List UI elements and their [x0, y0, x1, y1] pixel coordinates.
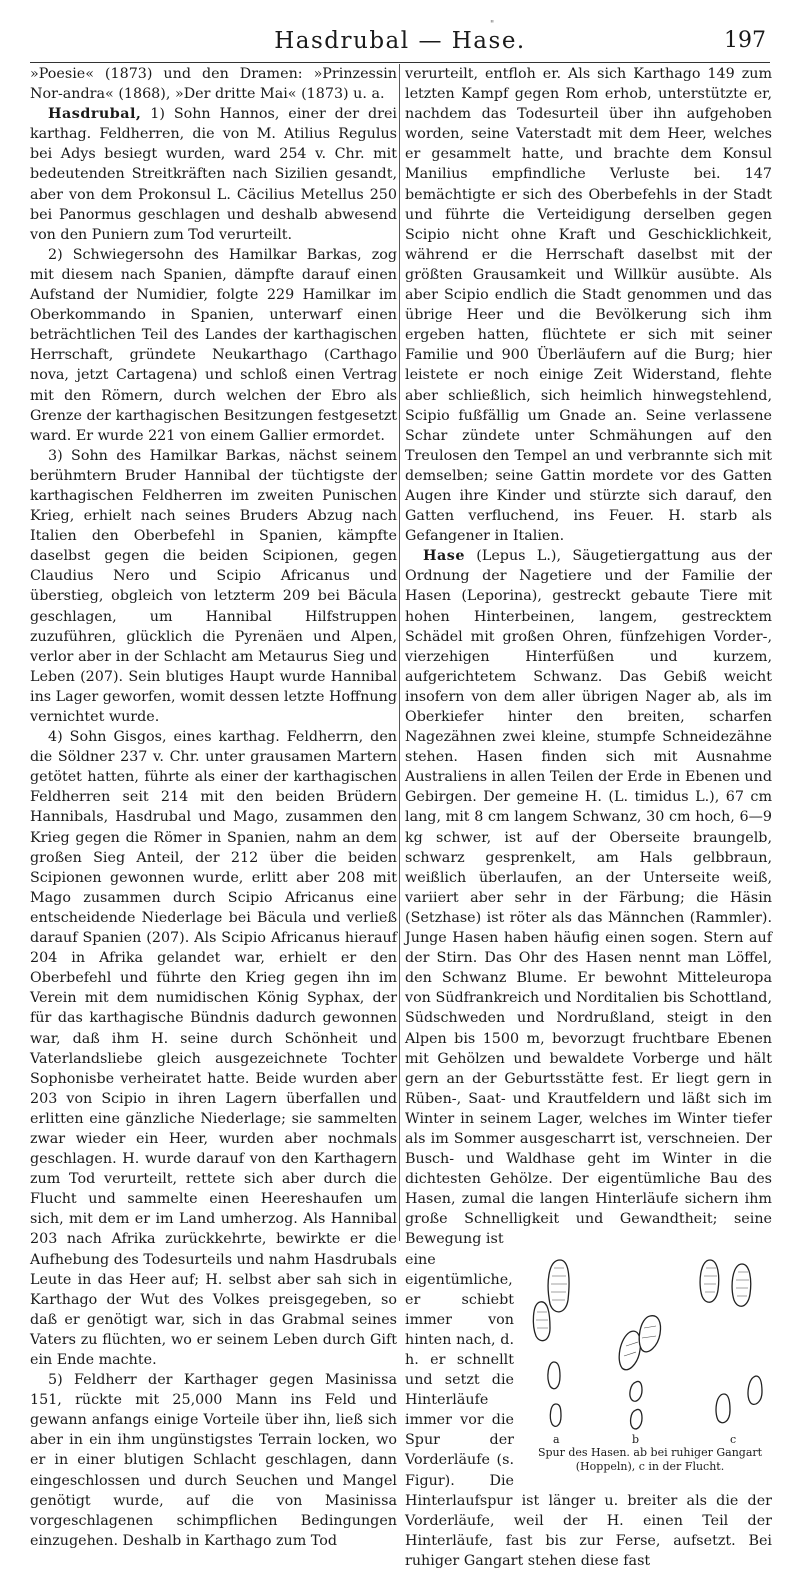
entry-hasdrubal-5: 5) Feldherr der Karthager gegen Masinissa 151, rückte mit 25,000 Mann ins Feld und gewann anfangs einige Vorteile über ihn, ließ sich aber in ein ihm ungünstigstes Terrain locken, wo er in einer blutigen Schlacht geschlagen, dann eingeschlossen und durch Seuchen und Mangel genötigt wurde, auf die von Masinissa vorgeschlagenen schimpflichen Bedingungen einzugehen. Deshalb in Karthago zum Tod	[30, 1372, 397, 1549]
headword-hasdrubal: Hasdrubal,	[48, 106, 142, 123]
track-a-fore-1	[548, 1362, 560, 1389]
track-c-fore-2	[748, 1376, 762, 1404]
right-column	[405, 64, 772, 1571]
hare-tracks-illustration	[520, 1254, 780, 1444]
track-b-hind-2	[639, 1315, 660, 1351]
entry-text: 1) Sohn Hannos, einer der drei karthag. Feldherren, die von M. Atilius Regulus bei Adys besiegt wurden, ward 254 v. Chr. mit bedeutenden Streitkräften nach Sizilien gesandt, aber von dem Prokonsul L. Cäcilius Metellus 250 bei Panormus geschlagen und deshalb abwesend von den Puniern zum Tod verurteilt.	[30, 106, 397, 243]
header-rule	[30, 62, 770, 63]
track-c-hind-2	[732, 1264, 751, 1306]
track-c-hind-1	[700, 1260, 719, 1302]
figure-caption: Spur des Hasen. ab bei ruhiger Gangart (Hoppeln), c in der Flucht.	[537, 1445, 763, 1473]
entry-hasdrubal-4: 4) Sohn Gisgos, eines karthag. Feldherrn, den die Söldner 237 v. Chr. unter grausamen Martern getötet hatten, führte als einer der karthagischen Feldherren seit 214 mit den beiden Brüdern Hannibals, Hasdrubal und Mago, zusammen den Krieg gegen die Römer in Spanien, nahm an dem großen Sieg Anteil, der 212 über die beiden Scipionen gewonnen wurde, erlitt aber 208 mit Mago zusammen durch Scipio Africanus eine entscheidende Niederlage bei Bäcula und verließ darauf Spanien (207). Als Scipio Africanus hierauf 204 in Afrika gelandet war, erhielt er den Oberbefehl und führte den Krieg gegen ihn im Verein mit dem numidischen König Syphax, der für das karthagische Bündnis dadurch gewonnen war, daß ihm H. seine durch Schönheit und Vaterlandsliebe gleich ausgezeichnete Tochter Sophonisbe verheiratet hatte. Beide wurden aber 203 von Scipio in ihren Lagern überfallen und erlitten eine gänzliche Niederlage; sie sammelten zwar wieder ein Heer, wurden aber nochmals geschlagen. H. wurde darauf von den Karthagern zum Tod verurteilt, rettete sich aber durch die Flucht und sammelte einen Heereshaufen um sich, mit dem er im Land umherzog. Als Hannibal 203 nach Afrika zurückkehrte, bewirkte er die Aufhebung des Todesurteils und nahm Hasdrubals Leute in das Heer auf; H. selbst aber sah sich in Karthago der Wut des Volkes preisgegeben, so daß er genötigt war, sich in das Grabmal seines Vaters zu flüchten, wo er seinem Leben durch Gift ein Ende machte.	[30, 729, 397, 1368]
left-column	[30, 64, 397, 1551]
track-a-fore-2	[550, 1404, 561, 1426]
track-b-fore-2	[631, 1409, 642, 1428]
entry-text: (Lepus L.), Säugetiergattung aus der Ordnung der Nagetiere und der Familie der Hasen (Leporina), gestreckt gebaute Tiere mit hohen Hinterbeinen, langem, gestrecktem Schädel mit großen Ohren, fünfzehigen Vorder-, vierzehigen Hinterfüßen und kurzem, aufgerichtetem Schwanz. Das Gebiß weicht insofern von dem aller übrigen Nager ab, als im Oberkiefer hinter den breiten, scharfen Nagezähnen zwei kleine, stumpfe Schneidezähne stehen. Hasen finden sich mit Ausnahme Australiens in allen Teilen der Erde in Ebenen und Gebirgen. Der gemeine H. (L. timidus L.), 67 cm lang, mit 8 cm langem Schwanz, 30 cm hoch, 6—9 kg schwer, ist auf der Oberseite braungelb, schwarz gesprenkelt, am Hals gelbbraun, weißlich überlaufen, an der Unterseite weiß, variiert aber sehr in der Färbung; die Häsin (Setzhase) ist röter als das Männchen (Rammler). Junge Hasen haben häufig einen sogen. Stern auf der Stirn. Das Ohr des Hasen nennt man Löffel, den Schwanz Blume. Er bewohnt Mitteleuropa von Südfrankreich und Norditalien bis Schottland, Südschweden und Nordrußland, steigt in den Alpen bis 1500 m, bevorzugt fruchtbare Ebenen mit Gehölzen und bewaldete Vorberge und hält gern an der Geburtsstätte fest. Er liegt gern in Rüben-, Saat- und Krautfeldern und läßt sich im Winter in seinem Lager, welches im Winter tiefer als im Sommer ausgescharrt ist, verschneien. Der Busch- und Waldhase geht im Winter in die dichtesten Gehölze. Der eigentümliche Bau des Hasen, zumal die langen Hinterläufe sichern ihm große Schnelligkeit und Gewandtheit; seine Bewegung ist	[405, 548, 772, 1248]
hare-tracks-figure	[520, 1254, 780, 1474]
header-mark: "	[490, 20, 495, 30]
figure-label-c: c	[730, 1432, 737, 1446]
entry-hase-continued: eine eigentümliche, er schiebt immer von hinten nach, d. h. er schnellt und setzt die Hinterläufe immer vor die Spur der Vorderläufe (s. Figur). Die Hinterlaufspur ist länger u. breiter als die der Vorderläufe, weil der H. einen Teil der Hinterläufe, fast bis zur Ferse, aufsetzt. Bei ruhiger Gangart stehen diese fast	[405, 1251, 772, 1569]
track-b-fore-1	[630, 1381, 642, 1401]
figure-label-b: b	[632, 1432, 640, 1446]
track-c-fore-1	[716, 1394, 730, 1423]
entry-hasdrubal-3: 3) Sohn des Hamilkar Barkas, nächst seinem berühmtern Bruder Hannibal der tüchtigste der karthagischen Feldherren im zweiten Punischen Krieg, erhielt nach seines Bruders Abzug nach Italien den Oberbefehl in Spanien, kämpfte daselbst gegen die beiden Scipionen, gegen Claudius Nero und Scipio Africanus und überstieg, obgleich von letzterm 209 bei Bäcula geschlagen, um Hannibal Hilfstruppen zuzuführen, glücklich die Pyrenäen und Alpen, verlor aber in der Schlacht am Metaurus Sieg und Leben (207). Sein blutiges Haupt wurde Hannibal ins Lager geworfen, womit dessen letzte Hoffnung vernichtet wurde.	[30, 447, 397, 725]
track-a-hind-2	[533, 1301, 550, 1340]
page-number: 197	[724, 28, 766, 53]
entry-hasdrubal-1	[30, 104, 397, 245]
entry-hasdrubal-2: 2) Schwiegersohn des Hamilkar Barkas, zog mit diesem nach Spanien, dämpfte darauf einen Aufstand der Numidier, folgte 229 Hamilkar im Oberkommando in Spanien, unterwarf einen beträchtlichen Teil des Landes der karthagischen Herrschaft, gründete Neukarthago (Carthago nova, jetzt Cartagena) und schloß einen Vertrag mit den Römern, durch welchen der Ebro als Grenze der karthagischen Besitzungen festgesetzt ward. Er wurde 221 von einem Gallier ermordet.	[30, 246, 397, 444]
page-header	[0, 20, 800, 66]
column-divider	[399, 64, 400, 1241]
entry-hasdrubal-5-continued: verurteilt, entfloh er. Als sich Karthago 149 zum letzten Kampf gegen Rom erhob, unterstützte er, nachdem das Todesurteil über ihn aufgehoben worden, seine Vaterstadt mit dem Heer, welches er gesammelt hatte, und brachte dem Konsul Manilius empfindliche Verluste bei. 147 bemächtigte er sich des Oberbefehls in der Stadt und führte die Verteidigung derselben gegen Scipio nicht ohne Kraft und Geschicklichkeit, während er die Herrschaft daselbst mit der größten Grausamkeit und Willkür ausübte. Als aber Scipio endlich die Stadt genommen und das übrige Heer und die Bevölkerung sich ihm ergeben hatten, flüchtete er sich mit seiner Familie und 900 Überläufern auf die Burg; hier leistete er noch einige Zeit Widerstand, flehte aber schließlich, sich heimlich hinwegstehlend, Scipio fußfällig um Gnade an. Seine verlassene Schar zündete unter Schmähungen auf den Treulosen den Tempel an und verbrannte sich mit demselben; seine Gattin mordete vor des Gatten Augen ihre Kinder und stürzte sich darauf, den Gatten verfluchend, ins Feuer. H. starb als Gefangener in Italien.	[405, 66, 772, 545]
track-b-hind-1	[619, 1331, 640, 1370]
headword-hase: Hase	[423, 548, 465, 565]
paragraph-poesie: »Poesie« (1873) und den Dramen: »Prinzessin Nor-andra« (1868), »Der dritte Mai« (1873) u. a.	[30, 66, 397, 103]
entry-hase	[405, 546, 772, 1249]
running-title: Hasdrubal — Hase.	[274, 28, 526, 54]
figure-label-a: a	[553, 1432, 560, 1446]
